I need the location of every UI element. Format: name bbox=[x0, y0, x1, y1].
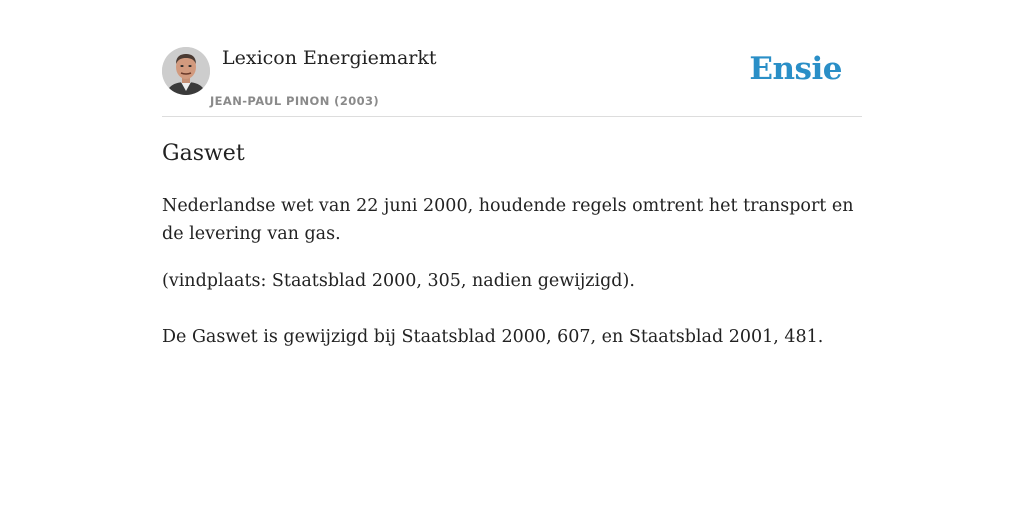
ensie-logo[interactable]: Ensie bbox=[749, 51, 842, 87]
page-container bbox=[162, 0, 862, 347]
definition-paragraph: Nederlandse wet van 22 juni 2000, houdende regels omtrent het transport en de levering van gas. bbox=[162, 196, 854, 244]
term-title: Gaswet bbox=[162, 141, 245, 166]
author-name[interactable]: JEAN-PAUL PINON (2003) bbox=[210, 94, 380, 108]
lexicon-title[interactable]: Lexicon Energiemarkt bbox=[222, 47, 437, 69]
source-paragraph: (vindplaats: Staatsblad 2000, 305, nadien gewijzigd). bbox=[162, 271, 635, 291]
author-photo-icon[interactable] bbox=[162, 47, 210, 95]
amendment-paragraph: De Gaswet is gewijzigd bij Staatsblad 2000, 607, en Staatsblad 2001, 481. bbox=[162, 327, 824, 347]
entry-header bbox=[162, 0, 862, 117]
